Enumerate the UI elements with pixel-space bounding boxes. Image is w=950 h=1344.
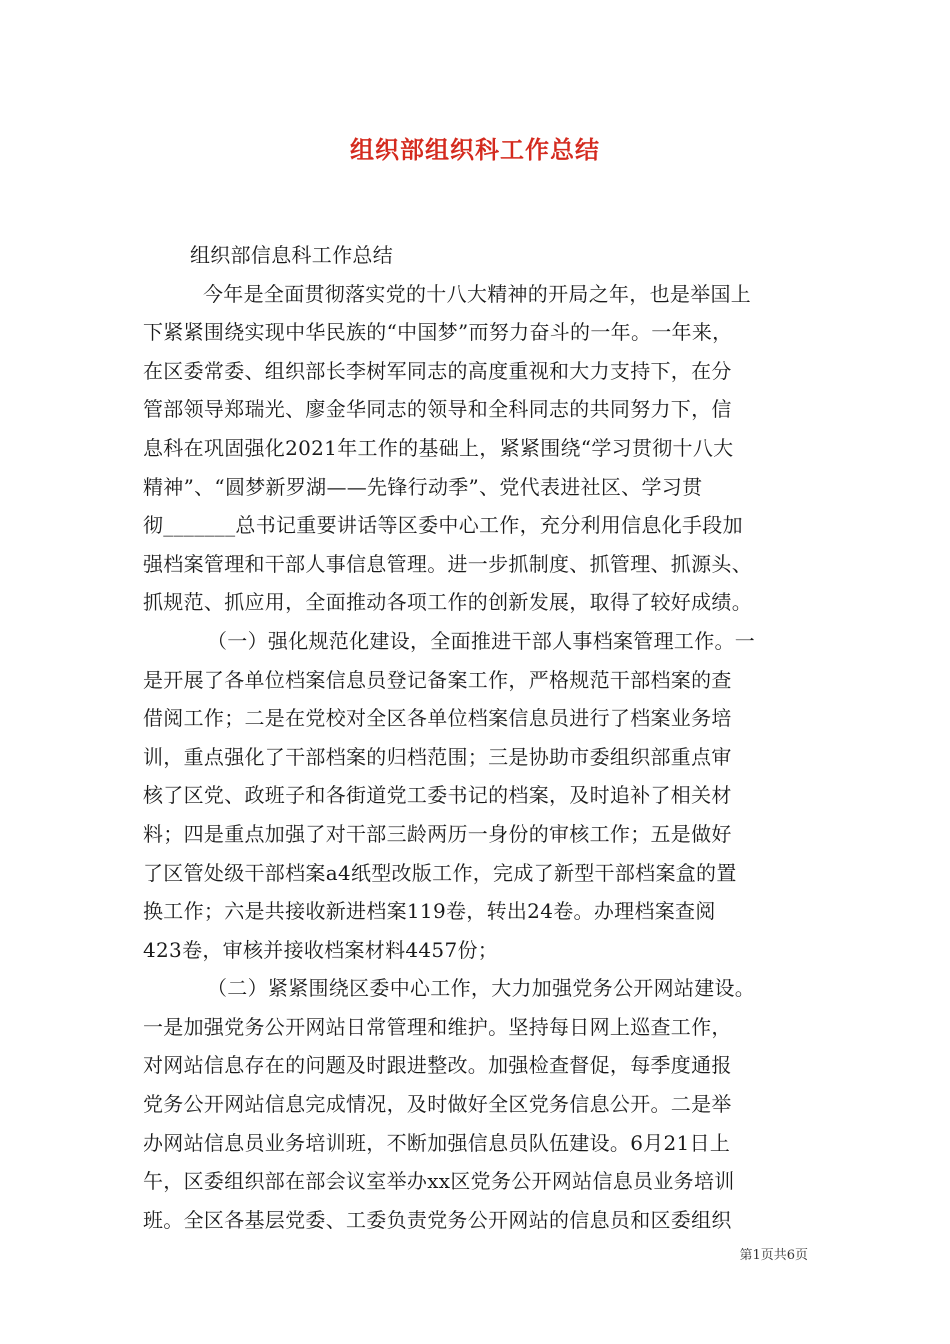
body-line: 管部领导郑瑞光、廖金华同志的领导和全科同志的共同努力下，信 [143,397,732,422]
body-line: 423卷，审核并接收档案材料4457份； [143,937,499,962]
body-line: 换工作；六是共接收新进档案119卷，转出24卷。办理档案查阅 [143,899,716,924]
body-line: 彻_______总书记重要讲话等区委中心工作，充分利用信息化手段加 [143,513,743,538]
document-title: 组织部组织科工作总结 [350,135,600,164]
page-number: 第1页共6页 [739,1248,808,1263]
body-line: 下紧紧围绕实现中华民族的“中国梦”而努力奋斗的一年。一年来， [143,320,733,345]
body-line: 抓规范、抓应用，全面推动各项工作的创新发展，取得了较好成绩。 [143,590,752,615]
body-line: 午，区委组织部在部会议室举办xx区党务公开网站信息员业务培训 [143,1169,735,1194]
body-line: 班。全区各基层党委、工委负责党务公开网站的信息员和区委组织 [143,1207,732,1232]
section-heading-line: （二）紧紧围绕区委中心工作，大力加强党务公开网站建设。 [207,976,756,1001]
body-line: 了区管处级干部档案a4纸型改版工作，完成了新型干部档案盒的置 [143,860,737,885]
body-line: 强档案管理和干部人事信息管理。进一步抓制度、抓管理、抓源头、 [143,551,752,576]
body-line: 息科在巩固强化2021年工作的基础上，紧紧围绕“学习贯彻十八大 [143,435,734,460]
body-line: 料；四是重点加强了对干部三龄两历一身份的审核工作；五是做好 [143,821,732,846]
body-line: 办网站信息员业务培训班，不断加强信息员队伍建设。6月21日上 [143,1130,731,1155]
document-subtitle: 组织部信息科工作总结 [190,243,393,267]
body-line: 精神”、“圆梦新罗湖——先锋行动季”、党代表进社区、学习贯 [143,474,703,499]
body-line: 训，重点强化了干部档案的归档范围；三是协助市委组织部重点审 [143,744,732,769]
body-line: 借阅工作；二是在党校对全区各单位档案信息员进行了档案业务培 [143,706,732,731]
body-line: 核了区党、政班子和各街道党工委书记的档案，及时追补了相关材 [143,783,732,808]
body-line: 在区委常委、组织部长李树军同志的高度重视和大力支持下，在分 [143,358,732,383]
document-body [143,236,809,1239]
body-line: 今年是全面贯彻落实党的十八大精神的开局之年，也是举国上 [203,281,752,306]
body-line: 是开展了各单位档案信息员登记备案工作，严格规范干部档案的查 [143,667,732,692]
body-line: 对网站信息存在的问题及时跟进整改。加强检查督促，每季度通报 [143,1053,732,1078]
section-heading-line: （一）强化规范化建设，全面推进干部人事档案管理工作。一 [207,628,756,653]
body-line: 党务公开网站信息完成情况，及时做好全区党务信息公开。二是举 [143,1092,732,1117]
body-line: 一是加强党务公开网站日常管理和维护。坚持每日网上巡查工作， [143,1014,732,1039]
